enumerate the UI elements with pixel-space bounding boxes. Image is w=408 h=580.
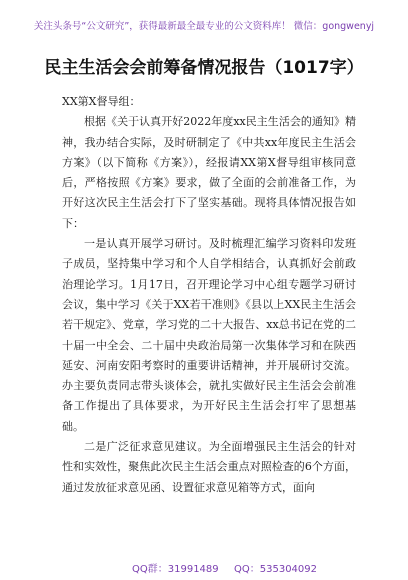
- paragraph-study: 一是认真开展学习研讨。及时梳理汇编学习资料印发班子成员，坚持集中学习和个人自学相结合，认真抓好会前政治理论学习。1月17日，召开理论学习中心组专题学习研讨会议，集中学习《关于XX若干准则》《县以上XX民主生活会若干规定》、党章，学习党的二十大报告、xx总书记在党的二十届一中全会、二十届中央政治局第一次集体学习和在陕西延安、河南安阳考察时的重要讲话精神，并开展研讨交流。办主要负责同志带头谈体会，就扎实做好民主生活会会前准备工作提出了具体要求，为开好民主生活会打牢了思想基础。: [62, 237, 356, 433]
- paragraph-intro: 根据《关于认真开好2022年度xx民主生活会的通知》精神，我办结合实际，及时研制定了《中共xx年度民主生活会方案》（以下简称《方案》），经报请XX第X督导组审核同意后，严格按照《方案》要求，做了全面的会前准备工作，为开好这次民主生活会打下了坚实基础。现将具体情况报告如下：: [62, 115, 356, 230]
- header-promo-note: 关注头条号“公文研究”，获得最新最全最专业的公文资料库！ 微信：gongwenyj: [33, 21, 375, 32]
- footer-qq-group: QQ群：31991489: [132, 564, 219, 575]
- paragraph-opinions: 二是广泛征求意见建议。为全面增强民主生活会的针对性和实效性，聚焦此次民主生活会重点对照检查的6个方面，通过发放征求意见函、设置征求意见箱等方式，面向: [62, 440, 356, 494]
- document-body: [62, 92, 356, 498]
- footer-qq-number: QQ：535304092: [234, 564, 318, 575]
- salutation: XX第X督导组：: [62, 95, 141, 108]
- document-title: 民主生活会会前筹备情况报告（1017字）: [44, 58, 364, 78]
